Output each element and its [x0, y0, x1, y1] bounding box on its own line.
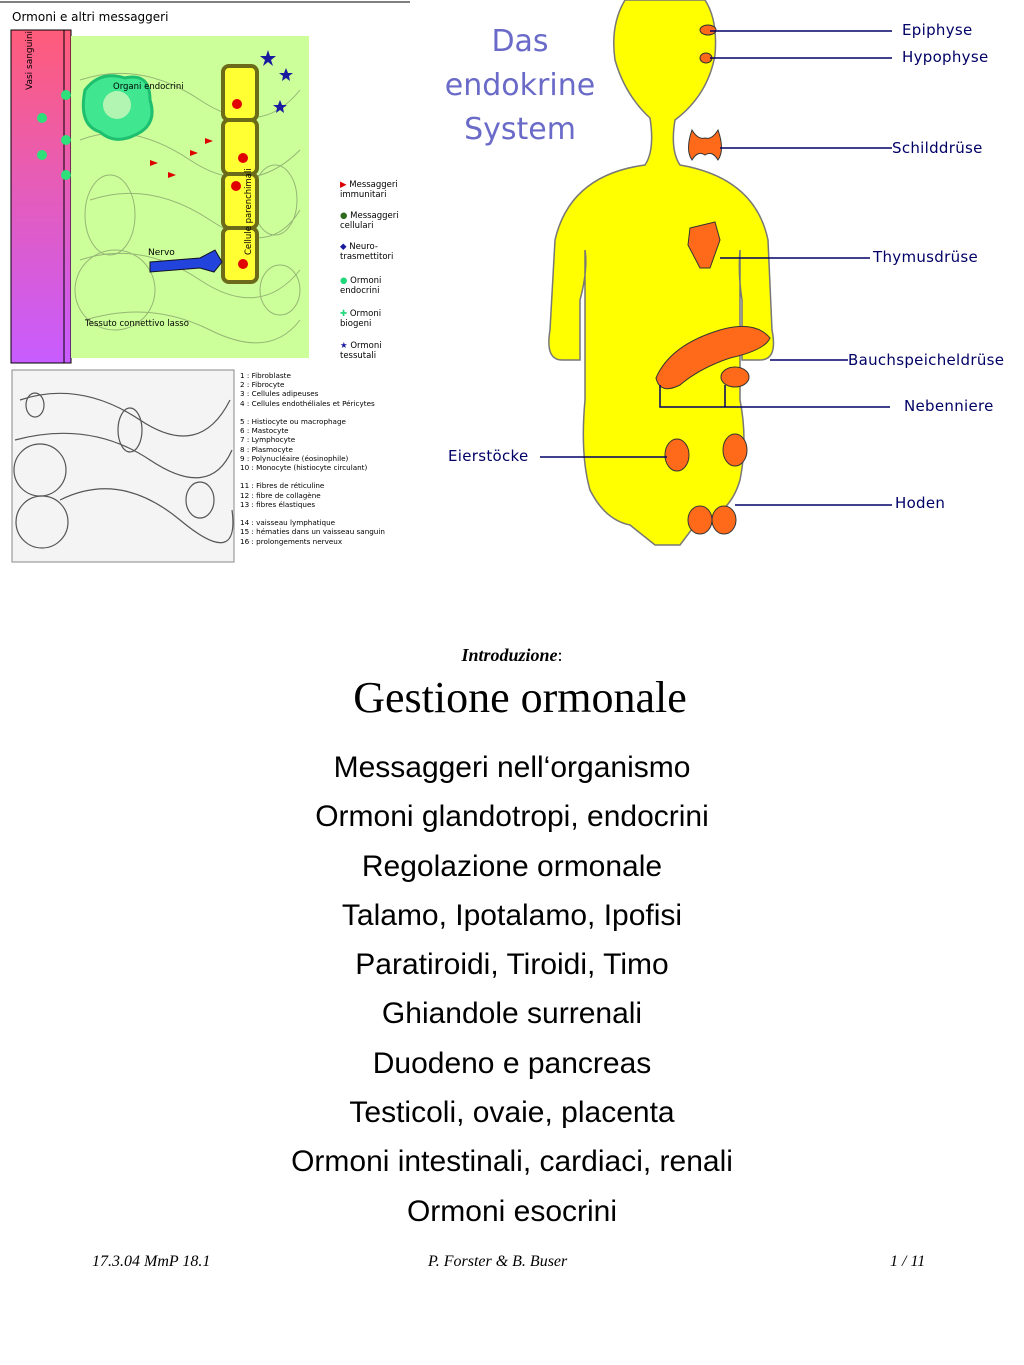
list-item: Ormoni esocrini: [406, 1194, 618, 1228]
label-bauchspeicheldruese: Bauchspeicheldrüse: [848, 351, 1005, 369]
cells-label: Cellule parenchimali: [244, 168, 254, 255]
label-schilddruese: Schilddrüse: [892, 139, 983, 157]
figure-title: Ormoni e altri messaggeri: [12, 10, 169, 24]
page-title: Gestione ormonale: [353, 673, 687, 722]
arrow-icon: ▶: [340, 180, 347, 190]
label-eierstoecke: Eierstöcke: [448, 447, 529, 465]
vessel-label: Vasi sanguini: [25, 30, 35, 90]
legend-endocrine: ● Ormoni endocrini: [340, 276, 382, 296]
organs-label: Organi endocrini: [113, 82, 184, 92]
tissue-hormone-figure: [0, 0, 412, 565]
label-nebenniere: Nebenniere: [904, 397, 994, 415]
footer-date: 17.3.04 MmP 18.1: [92, 1253, 211, 1270]
list-item: Ormoni glandotropi, endocrini: [315, 800, 709, 834]
star-icon: ★: [340, 341, 348, 351]
list-item: Paratiroidi, Tiroidi, Timo: [355, 948, 669, 982]
tissue-label: Tessuto connettivo lasso: [85, 319, 189, 329]
endocrine-title: Das endokrine System: [444, 24, 596, 147]
intro-heading: Introduzione:: [461, 645, 563, 665]
footer-page-number: 1 / 11: [890, 1253, 926, 1270]
legend-tissue: ★ Ormoni tessutali: [340, 341, 382, 361]
plus-icon: ✚: [340, 309, 348, 319]
legend-neuro: ◆ Neuro-trasmettitori: [340, 242, 394, 262]
list-item: Messaggeri nell‘organismo: [333, 751, 691, 784]
list-item: Ormoni intestinali, cardiaci, renali: [291, 1145, 733, 1179]
legend-biogenic: ✚ Ormoni biogeni: [340, 309, 382, 329]
numbered-legend: 1 : Fibroblaste 2 : Fibrocyte 3 : Cellules adipeuses 4 : Cellules endothéliales et Péricytes 5 : Histiocyte ou macrophage 6 : Mastocyte 7 : Lymphocyte 8 : Plasmocyte 9 : Polynucléaire (éosinophile) 10 : Monocyte (histiocyte circulant) 11 : Fibres de réticuline 12 : fibre de collagène 13 : fibres élastiques 14 : vaisseau lymphatique 15 : hématies dans un vaisseau sanguin 16 : prolongements nerveux: [240, 371, 385, 546]
footer-authors: P. Forster & B. Buser: [428, 1253, 568, 1270]
endocrine-system-figure: [430, 0, 1024, 565]
legend-immune: ▶ Messaggeri immunitari: [340, 180, 398, 200]
list-item: Regolazione ormonale: [361, 849, 663, 883]
dot-icon: ●: [340, 211, 348, 221]
circle-icon: ●: [340, 276, 348, 286]
diamond-icon: ◆: [340, 242, 347, 252]
list-item: Ghiandole surrenali: [381, 997, 643, 1031]
legend-cellular: ● Messaggeri cellulari: [340, 211, 399, 231]
list-item: Talamo, Ipotalamo, Ipofisi: [341, 898, 683, 932]
nerve-label: Nervo: [148, 248, 175, 258]
list-item: Testicoli, ovaie, placenta: [349, 1096, 675, 1130]
label-hypophyse: Hypophyse: [902, 48, 989, 66]
topic-list: [0, 748, 1024, 1241]
label-thymusdruese: Thymusdrüse: [873, 248, 979, 266]
list-item: Duodeno e pancreas: [372, 1046, 652, 1080]
label-epiphyse: Epiphyse: [902, 21, 973, 39]
label-hoden: Hoden: [895, 494, 946, 512]
